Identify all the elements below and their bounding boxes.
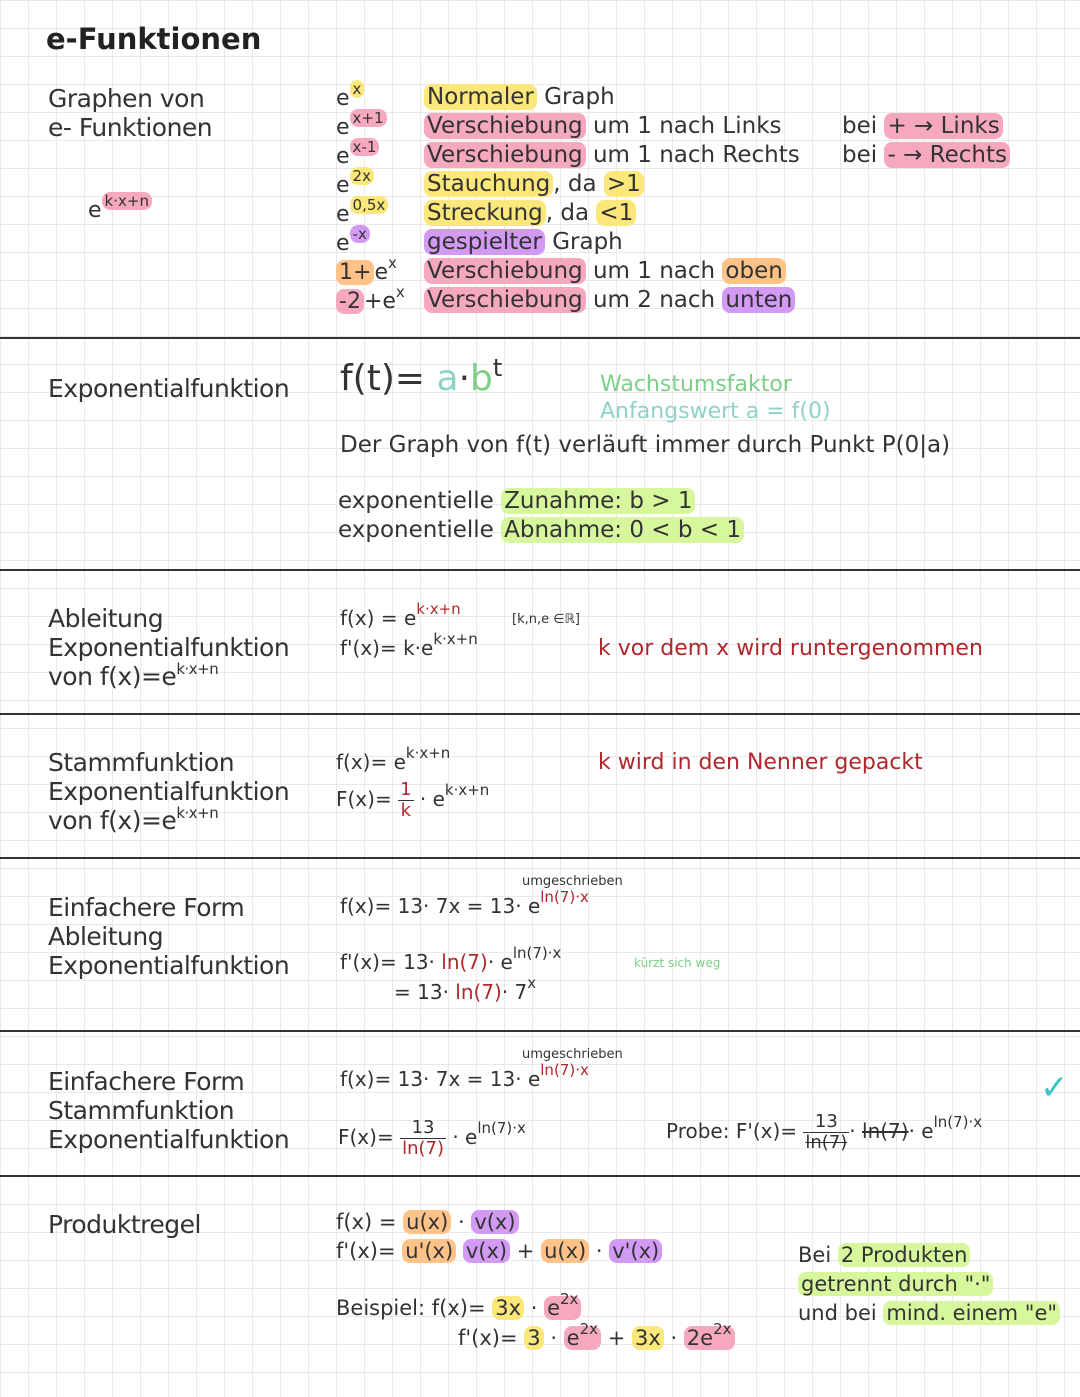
- desc-text: , da: [553, 171, 604, 197]
- desc-text: Graph: [536, 84, 615, 110]
- function-row: [336, 80, 364, 111]
- general-exp: k·x+n: [102, 192, 152, 210]
- section-label-einfach-stamm: [48, 1067, 289, 1154]
- fp2-text: = 13·: [394, 980, 456, 1004]
- row-desc: [424, 229, 623, 255]
- desc-text: um 1 nach Rechts: [585, 142, 800, 168]
- label-text: von f(x)=e: [48, 806, 177, 835]
- desc-highlight: Verschiebung: [424, 113, 586, 139]
- dot: ·: [663, 1326, 684, 1350]
- label-line: Graphen von: [48, 84, 205, 113]
- row-exp: x+1: [350, 109, 387, 127]
- bsp-e-base: e: [547, 1296, 560, 1320]
- v-term: v(x): [463, 1239, 510, 1263]
- dot: ·: [543, 1326, 564, 1350]
- einfach-fp1: [340, 944, 562, 974]
- bsp2-e-exp: 2x: [579, 1320, 599, 1338]
- label-line: [48, 662, 289, 695]
- probe-mid: ·: [849, 1119, 863, 1143]
- side-note-rechts: [842, 142, 1010, 168]
- label-line: Exponentialfunktion: [48, 777, 290, 806]
- fp-exp: ln(7)·x: [512, 944, 562, 962]
- divider: [0, 337, 1080, 339]
- bsp2-2e-base: 2e: [686, 1326, 714, 1350]
- desc-tail: >1: [604, 171, 644, 197]
- function-row: [336, 138, 379, 169]
- side-highlight: + → Links: [884, 113, 1002, 139]
- fp2-exp: x: [527, 974, 537, 992]
- desc-highlight: Streckung: [424, 200, 546, 226]
- row-base: e: [336, 115, 350, 140]
- f-text: f(x)= 13· 7x = 13· e: [340, 1067, 541, 1091]
- f-text: f(x)= 13· 7x = 13· e: [340, 894, 541, 918]
- page-title: e-Funktionen: [46, 22, 262, 56]
- f-exp: [540, 888, 589, 906]
- F-exp: ln(7)·x: [477, 1119, 526, 1137]
- probe-line: [666, 1112, 982, 1153]
- ableitung-fp: [340, 630, 478, 660]
- desc-highlight: Verschiebung: [424, 142, 586, 168]
- function-row: [336, 283, 405, 314]
- row-exp: x: [395, 283, 405, 301]
- desc-tail: unten: [722, 287, 795, 313]
- bsp-e-exp: 2x: [560, 1290, 579, 1308]
- u-term: u(x): [541, 1239, 589, 1263]
- einfach-fp2: [394, 974, 537, 1004]
- row-prefix: -2: [336, 289, 364, 314]
- fp-text: f'(x)=: [336, 1239, 403, 1263]
- F-post: · e: [452, 1125, 478, 1149]
- F-text: F(x)=: [336, 787, 392, 811]
- desc-tail: <1: [596, 200, 636, 226]
- fp-text: f'(x)= 13·: [340, 950, 442, 974]
- f-exp: k·x+n: [416, 600, 461, 618]
- function-row: [336, 109, 387, 140]
- f-text: f(x) = e: [340, 606, 417, 630]
- divider: [0, 1175, 1080, 1177]
- row-exp: x-1: [350, 138, 380, 156]
- stamm-F: [336, 780, 489, 821]
- divider: [0, 569, 1080, 571]
- row-desc: [424, 258, 786, 284]
- label-line: [48, 806, 289, 839]
- label-line: Exponentialfunktion: [48, 633, 290, 662]
- F-exp: k·x+n: [444, 781, 490, 799]
- desc-highlight: Verschiebung: [424, 287, 586, 313]
- side-note-links: [842, 113, 1003, 139]
- formula-f: f(t)=: [340, 358, 437, 399]
- F-post: · e: [419, 787, 445, 811]
- section-label-graphen: [48, 84, 212, 142]
- formula-t: t: [492, 354, 503, 382]
- dot: ·: [589, 1239, 610, 1263]
- desc-highlight: gespielter: [424, 229, 545, 255]
- row-desc: [424, 171, 644, 197]
- f-exp: k·x+n: [405, 744, 451, 762]
- abnahme-prefix: exponentielle: [338, 517, 502, 543]
- bsp-text: Beispiel: f(x)=: [336, 1296, 493, 1320]
- f-exp-text: ln(7)·x: [540, 888, 589, 906]
- probe-fraction: [803, 1112, 849, 1153]
- function-row: [336, 167, 374, 198]
- vp-term: v'(x): [609, 1239, 662, 1263]
- plus: +: [601, 1326, 632, 1350]
- row-exp: 2x: [350, 167, 374, 185]
- general-form: [88, 192, 152, 223]
- section-label-einfach-ableitung: [48, 893, 289, 980]
- formula-exponential: [340, 354, 503, 399]
- v-term: v(x): [471, 1210, 518, 1234]
- bsp-e: [544, 1290, 581, 1320]
- abnahme-line: [338, 517, 744, 543]
- fraction: [398, 780, 413, 821]
- side-prefix: bei: [842, 142, 885, 168]
- abnahme-highlight: Abnahme: 0 < b < 1: [501, 517, 744, 543]
- zunahme-prefix: exponentielle: [338, 488, 502, 514]
- f-text: f(x)= e: [336, 750, 406, 774]
- row-base: e: [336, 202, 350, 227]
- row-desc: [424, 113, 782, 139]
- note-highlight: mind. einem "e": [883, 1301, 1060, 1325]
- bsp2-2e: [684, 1320, 735, 1350]
- note-prefix: Bei: [798, 1243, 838, 1267]
- u-term: u(x): [403, 1210, 451, 1234]
- row-desc: [424, 287, 795, 313]
- divider: [0, 857, 1080, 859]
- zunahme-highlight: Zunahme: b > 1: [501, 488, 695, 514]
- label-line: Stammfunktion: [48, 1096, 235, 1125]
- general-base: e: [88, 198, 102, 223]
- probe-exp: ln(7)·x: [933, 1113, 983, 1131]
- stamm-note: k wird in den Nenner gepackt: [598, 750, 923, 775]
- row-base: +e: [363, 289, 396, 314]
- bsp2-text: f'(x)=: [458, 1326, 525, 1350]
- row-desc: [424, 84, 615, 110]
- note-prefix: und bei: [798, 1301, 884, 1325]
- probe-num: 13: [803, 1112, 849, 1133]
- note-line: [798, 1241, 1060, 1270]
- section-label-ableitung: [48, 604, 289, 695]
- produkt-f: [336, 1210, 519, 1234]
- plus: +: [510, 1239, 542, 1263]
- label-line: Exponentialfunktion: [48, 951, 290, 980]
- row-exp: -x: [350, 225, 370, 243]
- side-highlight: - → Rechts: [884, 142, 1010, 168]
- desc-tail: oben: [722, 258, 785, 284]
- section-label-exponential: Exponentialfunktion: [48, 374, 290, 403]
- note-highlight: getrennt durch "·": [798, 1272, 993, 1296]
- bsp2-e: [564, 1320, 601, 1350]
- row-prefix: 1+: [336, 260, 374, 285]
- label-line: e- Funktionen: [48, 113, 213, 142]
- function-row: [336, 254, 397, 285]
- note-line: [798, 1270, 1060, 1299]
- section-label-stammfunktion: [48, 748, 289, 839]
- fp-post: · e: [487, 950, 513, 974]
- umgeschrieben-note: umgeschrieben: [522, 874, 623, 889]
- fp-ln: ln(7): [441, 950, 488, 974]
- row-base: e: [336, 86, 350, 111]
- note-highlight: 2 Produkten: [838, 1243, 971, 1267]
- note-line: [798, 1299, 1060, 1328]
- bsp-3x: 3x: [492, 1296, 524, 1320]
- ableitung-note: k vor dem x wird runtergenommen: [598, 636, 983, 661]
- row-desc: [424, 200, 636, 226]
- beispiel-fp: [458, 1320, 735, 1350]
- label-line: Einfachere Form: [48, 1067, 245, 1096]
- label-exp: k·x+n: [176, 660, 219, 678]
- label-text: von f(x)=e: [48, 662, 177, 691]
- desc-highlight: Verschiebung: [424, 258, 586, 284]
- probe-ln: ln(7): [862, 1119, 909, 1143]
- produkt-fp: [336, 1239, 662, 1263]
- umgeschrieben-note: umgeschrieben: [522, 1047, 623, 1062]
- kuerzt-note: kürzt sich weg: [634, 956, 721, 970]
- label-line: Ableitung: [48, 922, 164, 951]
- function-row: [336, 196, 388, 227]
- probe-post: · e: [908, 1119, 934, 1143]
- zunahme-line: [338, 488, 695, 514]
- domain-note: [k,n,e ∈ℝ]: [512, 612, 580, 627]
- formula-b: b: [470, 358, 493, 399]
- wachstum-label: Wachstumsfaktor: [600, 372, 792, 397]
- dot: ·: [451, 1210, 472, 1234]
- probe-text: Probe: F'(x)=: [666, 1119, 798, 1143]
- section-label-produktregel: Produktregel: [48, 1210, 201, 1239]
- f-text: f(x) =: [336, 1210, 404, 1234]
- desc-highlight: Normaler: [424, 84, 537, 110]
- row-exp: x: [350, 80, 365, 98]
- divider: [0, 1030, 1080, 1032]
- fp-exp: k·x+n: [433, 630, 478, 648]
- probe-den: ln(7): [805, 1132, 848, 1153]
- desc-highlight: Stauchung: [424, 171, 553, 197]
- side-prefix: bei: [842, 113, 885, 139]
- row-base: e: [336, 231, 350, 256]
- label-exp: k·x+n: [176, 804, 219, 822]
- row-base: e: [336, 144, 350, 169]
- graph-note: Der Graph von f(t) verläuft immer durch Punkt P(0|a): [340, 432, 951, 458]
- divider: [0, 713, 1080, 715]
- label-line: Stammfunktion: [48, 748, 235, 777]
- label-line: Exponentialfunktion: [48, 1125, 290, 1154]
- check-icon: ✓: [1040, 1068, 1069, 1108]
- desc-text: um 1 nach: [585, 258, 723, 284]
- f-exp: [540, 1061, 589, 1079]
- row-exp: x: [387, 254, 397, 272]
- desc-text: , da: [545, 200, 597, 226]
- fraction-num: 13: [400, 1118, 446, 1139]
- fraction-num: 1: [400, 779, 412, 800]
- fp2-ln: ln(7): [455, 980, 502, 1004]
- beispiel-f: [336, 1290, 581, 1320]
- f-exp-text: ln(7)·x: [540, 1061, 589, 1079]
- row-desc: [424, 142, 800, 168]
- fp-text: f'(x)= k·e: [340, 636, 434, 660]
- function-row: [336, 225, 370, 256]
- formula-a: a: [436, 358, 459, 399]
- fp2-post: · 7: [501, 980, 528, 1004]
- desc-text: Graph: [544, 229, 623, 255]
- row-base: e: [374, 260, 388, 285]
- up-term: u'(x): [402, 1239, 456, 1263]
- desc-text: um 2 nach: [585, 287, 723, 313]
- bsp2-e-base: e: [566, 1326, 580, 1350]
- row-exp: 0,5x: [350, 196, 389, 214]
- einfach-f: [340, 888, 589, 918]
- row-base: e: [336, 173, 350, 198]
- bsp2-3: 3: [524, 1326, 543, 1350]
- einfach-stamm-F: [338, 1118, 526, 1159]
- bsp2-2e-exp: 2x: [713, 1320, 732, 1338]
- bsp2-3x: 3x: [632, 1326, 664, 1350]
- formula-dot: ·: [458, 358, 471, 399]
- label-line: Einfachere Form: [48, 893, 245, 922]
- desc-text: um 1 nach Links: [585, 113, 782, 139]
- stamm-f: [336, 744, 451, 774]
- fraction: [400, 1118, 446, 1159]
- label-line: Ableitung: [48, 604, 164, 633]
- ableitung-f: [340, 600, 461, 630]
- einfach-stamm-f: [340, 1061, 589, 1091]
- produkt-note: [798, 1241, 1060, 1328]
- F-text: F(x)=: [338, 1125, 394, 1149]
- fraction-den: k: [400, 800, 411, 821]
- fraction-den: ln(7): [402, 1138, 444, 1159]
- dot: ·: [524, 1296, 545, 1320]
- anfang-label: Anfangswert a = f(0): [600, 399, 831, 424]
